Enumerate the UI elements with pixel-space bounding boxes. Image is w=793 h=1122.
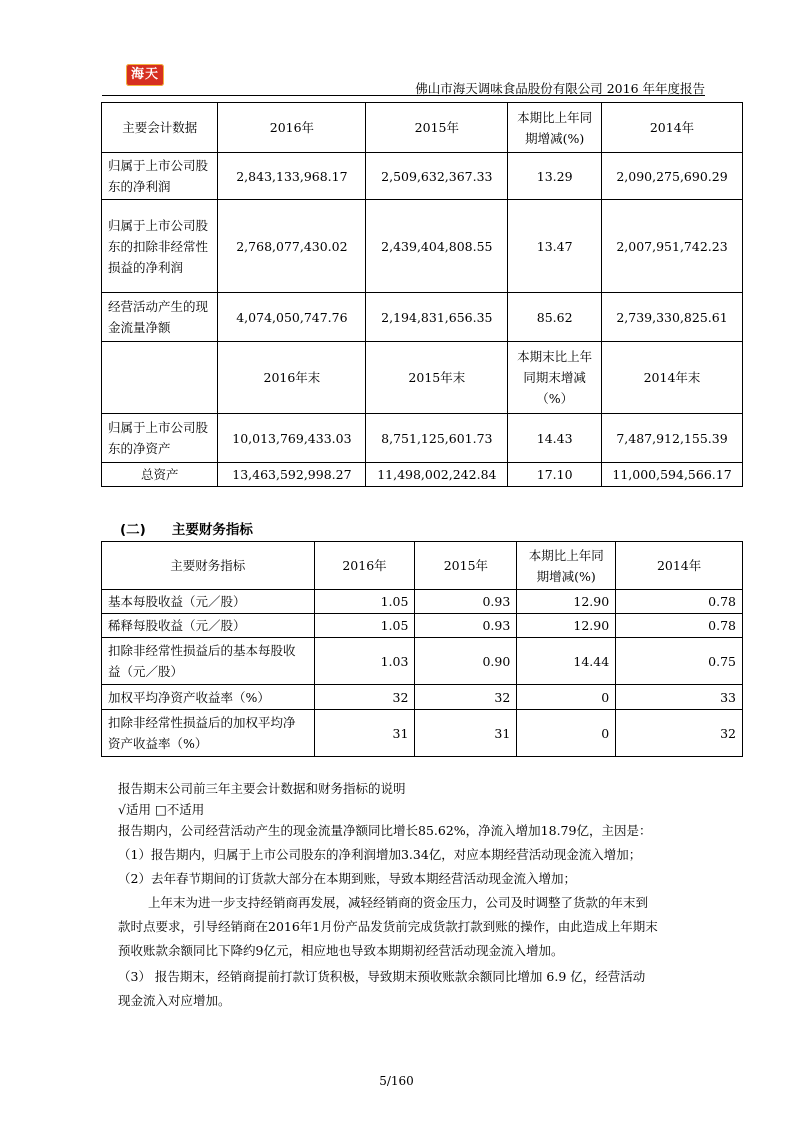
value-cell: 10,013,769,433.03	[218, 414, 366, 463]
value-cell: 32	[616, 710, 743, 757]
row-label: 归属于上市公司股东的净利润	[102, 153, 218, 200]
value-cell: 0.78	[616, 590, 743, 614]
header-cell: 主要会计数据	[102, 103, 218, 153]
notes-heading: 报告期末公司前三年主要会计数据和财务指标的说明	[118, 781, 406, 796]
value-cell: 1.05	[314, 614, 415, 638]
header-cell: 2015年	[366, 103, 508, 153]
table-row	[102, 200, 743, 293]
table-row	[102, 638, 743, 685]
value-cell: 11,498,002,242.84	[366, 463, 508, 487]
report-title: 佛山市海天调味食品股份有限公司 2016 年年度报告	[415, 81, 705, 96]
value-cell: 31	[314, 710, 415, 757]
value-cell: 2,843,133,968.17	[218, 153, 366, 200]
notes-item-2: （2）去年春节期间的订货款大部分在本期到账，导致本期经营活动现金流入增加；	[118, 871, 576, 886]
value-cell: 33	[616, 685, 743, 710]
value-cell: 4,074,050,747.76	[218, 293, 366, 342]
value-cell: 13.29	[508, 153, 602, 200]
value-cell: 85.62	[508, 293, 602, 342]
value-cell: 1.05	[314, 590, 415, 614]
value-cell: 0.90	[415, 638, 517, 685]
value-cell: 14.43	[508, 414, 602, 463]
header-cell	[102, 342, 218, 414]
row-label: 归属于上市公司股东的净资产	[102, 414, 218, 463]
value-cell: 12.90	[517, 614, 616, 638]
value-cell: 2,090,275,690.29	[602, 153, 743, 200]
table-row	[102, 685, 743, 710]
header-cell: 主要财务指标	[102, 542, 315, 590]
header-cell: 本期比上年同期增减(%)	[508, 103, 602, 153]
notes-item-2-detail: 预收账款余额同比下降约9亿元，相应地也导致本期期初经营活动现金流入增加。	[118, 943, 564, 958]
value-cell: 8,751,125,601.73	[366, 414, 508, 463]
notes-item-2-detail: 款时点要求，引导经销商在2016年1月份产品发货前完成货款打款到账的操作，由此造成上年期末	[118, 919, 658, 934]
row-label: 经营活动产生的现金流量净额	[102, 293, 218, 342]
value-cell: 0	[517, 685, 616, 710]
section-number: (二)	[120, 522, 146, 538]
notes-item-3: 现金流入对应增加。	[118, 993, 231, 1008]
table-row	[102, 614, 743, 638]
row-label: 归属于上市公司股东的扣除非经常性损益的净利润	[102, 200, 218, 293]
value-cell: 17.10	[508, 463, 602, 487]
value-cell: 14.44	[517, 638, 616, 685]
value-cell: 2,194,831,656.35	[366, 293, 508, 342]
value-cell: 2,007,951,742.23	[602, 200, 743, 293]
accounting-data-table	[101, 102, 743, 487]
section-heading	[120, 518, 279, 538]
value-cell: 2,739,330,825.61	[602, 293, 743, 342]
table-header-row	[102, 103, 743, 153]
notes-item-1: （1）报告期内，归属于上市公司股东的净利润增加3.34亿，对应本期经营活动现金流入增加；	[118, 847, 642, 862]
financial-indicators-table	[101, 541, 743, 757]
row-label: 加权平均净资产收益率（%）	[102, 685, 315, 710]
header-cell: 2015年	[415, 542, 517, 590]
header-cell: 2014年	[616, 542, 743, 590]
row-label: 扣除非经常性损益后的基本每股收益（元／股）	[102, 638, 315, 685]
value-cell: 32	[314, 685, 415, 710]
header-cell: 2016年末	[218, 342, 366, 414]
table-row	[102, 414, 743, 463]
table-row	[102, 153, 743, 200]
notes-item-3: （3） 报告期末，经销商提前打款订货积极，导致期末预收账款余额同比增加 6.9 亿，经营活动	[118, 969, 646, 984]
value-cell: 32	[415, 685, 517, 710]
table-row	[102, 710, 743, 757]
section-title: 主要财务指标	[171, 522, 253, 538]
header-cell: 2014年末	[602, 342, 743, 414]
header-cell: 2014年	[602, 103, 743, 153]
value-cell: 1.03	[314, 638, 415, 685]
company-logo: 海天	[126, 64, 164, 86]
row-label: 扣除非经常性损益后的加权平均净资产收益率（%）	[102, 710, 315, 757]
row-label: 总资产	[102, 463, 218, 487]
header-divider	[102, 95, 705, 96]
applicability-checkbox: √适用 □不适用	[118, 802, 205, 817]
table-row	[102, 590, 743, 614]
header-cell: 2015年末	[366, 342, 508, 414]
value-cell: 11,000,594,566.17	[602, 463, 743, 487]
table-row	[102, 463, 743, 487]
table-header-row	[102, 342, 743, 414]
header-cell: 2016年	[218, 103, 366, 153]
value-cell: 13,463,592,998.27	[218, 463, 366, 487]
value-cell: 0	[517, 710, 616, 757]
value-cell: 0.78	[616, 614, 743, 638]
notes-item-2-detail: 上年末为进一步支持经销商再发展，减轻经销商的资金压力，公司及时调整了货款的年末到	[148, 895, 649, 910]
value-cell: 2,439,404,808.55	[366, 200, 508, 293]
page-number: 5/160	[379, 1074, 414, 1088]
value-cell: 2,768,077,430.02	[218, 200, 366, 293]
value-cell: 2,509,632,367.33	[366, 153, 508, 200]
row-label: 基本每股收益（元／股）	[102, 590, 315, 614]
header-cell: 2016年	[314, 542, 415, 590]
value-cell: 7,487,912,155.39	[602, 414, 743, 463]
value-cell: 31	[415, 710, 517, 757]
value-cell: 0.75	[616, 638, 743, 685]
notes-intro: 报告期内，公司经营活动产生的现金流量净额同比增长85.62%，净流入增加18.79亿，主因是：	[118, 823, 652, 838]
value-cell: 13.47	[508, 200, 602, 293]
row-label: 稀释每股收益（元／股）	[102, 614, 315, 638]
header-cell: 本期比上年同期增减(%)	[517, 542, 616, 590]
table-header-row	[102, 542, 743, 590]
value-cell: 0.93	[415, 590, 517, 614]
table-row	[102, 293, 743, 342]
value-cell: 12.90	[517, 590, 616, 614]
value-cell: 0.93	[415, 614, 517, 638]
header-cell: 本期末比上年同期末增减（%）	[508, 342, 602, 414]
